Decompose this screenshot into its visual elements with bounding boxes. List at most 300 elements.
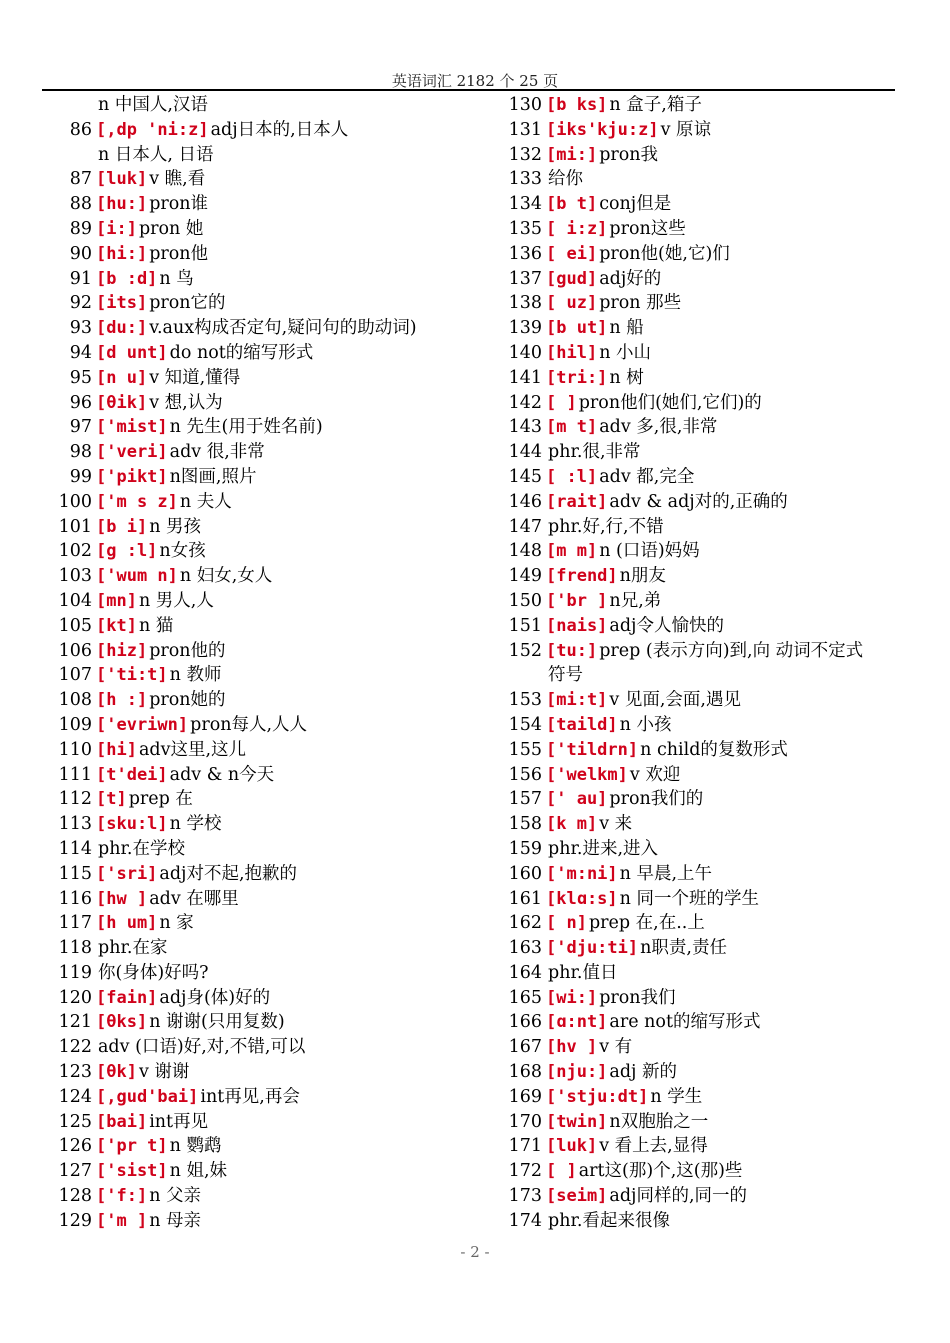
entry-phonetic: [t] (96, 789, 127, 810)
entry-phonetic: [ uz] (546, 293, 598, 314)
entry-number: 166 (508, 1012, 542, 1033)
entry-definition: n 小孩 (619, 714, 672, 735)
vocab-entry (492, 440, 912, 465)
entry-number: 117 (58, 913, 92, 934)
entry-number: 121 (58, 1012, 92, 1033)
entry-number: 130 (508, 95, 542, 115)
entry-phonetic: ['br ] (546, 590, 608, 611)
entry-definition: are not的缩写形式 (609, 1012, 761, 1033)
entry-definition: n 猫 (138, 615, 174, 636)
entry-phonetic: [wi:] (546, 987, 598, 1008)
vocab-entry (492, 490, 912, 515)
vocab-entry (42, 217, 492, 242)
entry-number: 146 (508, 491, 542, 512)
entry-number: 101 (58, 516, 92, 537)
entry-phonetic: [ɑ:nt] (546, 1012, 608, 1033)
entry-number: 161 (508, 888, 542, 909)
vocab-entry (492, 911, 912, 936)
vocab-entry (42, 341, 492, 366)
entry-definition: pron他(她,它)们 (599, 243, 730, 264)
vocab-entry (42, 440, 492, 465)
entry-number: 111 (58, 764, 92, 785)
entry-definition: v 来 (599, 814, 633, 835)
vocab-entry (42, 639, 492, 664)
entry-definition: pron每人,人人 (190, 714, 308, 735)
entry-number: 86 (69, 119, 92, 140)
entry-phonetic: [ n] (546, 913, 587, 934)
entry-definition: pron 那些 (599, 293, 682, 314)
vocab-entry (42, 1085, 492, 1110)
entry-number: 150 (508, 590, 542, 611)
entry-definition: phr.很,非常 (548, 442, 641, 463)
entry-definition: n图画,照片 (169, 466, 257, 487)
entry-phonetic: [i:] (96, 218, 137, 239)
entry-number: 107 (58, 665, 92, 686)
vocab-entry (492, 217, 912, 242)
vocab-entry (492, 614, 912, 639)
entry-definition: phr.看起来很像 (548, 1210, 670, 1231)
vocab-entry (42, 93, 492, 118)
entry-number: 124 (58, 1086, 92, 1107)
vocab-entry (42, 242, 492, 267)
entry-phonetic: ['welkm] (546, 764, 628, 785)
vocab-entry (492, 1209, 912, 1234)
entry-phonetic: [m t] (546, 417, 598, 438)
vocab-entry (42, 391, 492, 416)
entry-phonetic: ['wum n] (96, 566, 178, 587)
entry-number: 127 (58, 1161, 92, 1182)
entry-number: 136 (508, 243, 542, 264)
entry-phonetic: [nais] (546, 615, 608, 636)
entry-phonetic: ['stju:dt] (546, 1086, 649, 1107)
entry-phonetic: [tu:] (546, 640, 598, 661)
entry-phonetic: [luk] (96, 169, 148, 190)
vocab-entry (42, 986, 492, 1011)
entry-phonetic: ['pikt] (96, 466, 168, 487)
entry-number: 96 (69, 392, 92, 413)
entry-definition: 给你 (548, 169, 583, 190)
entry-definition: phr.好,行,不错 (548, 516, 664, 537)
vocab-entry (42, 1060, 492, 1085)
entry-number: 93 (69, 318, 92, 339)
entry-number: 135 (508, 218, 542, 239)
vocab-entry (492, 192, 912, 217)
entry-phonetic: [luk] (546, 1136, 598, 1157)
entry-phonetic: [t'dei] (96, 764, 168, 785)
entry-number: 99 (69, 466, 92, 487)
entry-number: 158 (508, 814, 542, 835)
entry-definition: n 家 (159, 913, 194, 934)
entry-definition: pron这些 (609, 218, 686, 239)
entry-phonetic: [hiz] (96, 640, 148, 661)
entry-number: 104 (58, 590, 92, 611)
entry-phonetic: ['f:] (96, 1186, 148, 1207)
entry-number: 134 (508, 194, 542, 215)
entry-definition: prep 在 (128, 789, 193, 810)
vocab-entry (42, 614, 492, 639)
entry-definition: n 夫人 (179, 491, 232, 512)
entry-number: 100 (58, 491, 92, 512)
entry-number: 149 (508, 566, 542, 587)
entry-phonetic: [g :l] (96, 541, 158, 562)
entry-number: 108 (58, 690, 92, 711)
entry-definition: n 教师 (169, 665, 222, 686)
vocab-entry (42, 1159, 492, 1184)
entry-phonetic: [ ] (546, 1161, 577, 1182)
entry-number: 141 (508, 367, 542, 388)
entry-definition: pron他的 (149, 640, 226, 661)
entry-definition: pron我们的 (609, 789, 704, 810)
entry-definition: n 母亲 (149, 1210, 202, 1231)
entry-phonetic: [hi] (96, 739, 137, 760)
entry-phonetic: [klɑ:s] (546, 888, 618, 909)
entry-definition: 你(身体)好吗? (98, 962, 209, 983)
entry-definition: n 鸟 (159, 268, 194, 289)
entry-definition: adj对不起,抱歉的 (159, 863, 298, 884)
entry-phonetic: [rait] (546, 491, 608, 512)
vocab-entry (42, 1010, 492, 1035)
entry-number: 157 (508, 789, 542, 810)
entry-definition: pron我们 (599, 987, 676, 1008)
entry-definition: conj但是 (599, 194, 672, 215)
entry-phonetic: ['ti:t] (96, 665, 168, 686)
vocab-entry (42, 564, 492, 589)
entry-phonetic: [hil] (546, 342, 598, 363)
entry-phonetic: [,gud'bai] (96, 1086, 199, 1107)
entry-definition: n 父亲 (149, 1186, 202, 1207)
entry-definition: 符号 (548, 665, 583, 686)
vocab-entry (42, 1035, 492, 1060)
entry-number: 137 (508, 268, 542, 289)
entry-number: 115 (58, 863, 92, 884)
vocab-entry (42, 961, 492, 986)
vocab-column-right (492, 93, 912, 1234)
entry-definition: n 男人,人 (138, 590, 214, 611)
vocab-entry (42, 515, 492, 540)
entry-definition: n 先生(用于姓名前) (169, 417, 323, 438)
vocab-entry (492, 787, 912, 812)
vocab-entry (42, 787, 492, 812)
vocab-column-left (42, 93, 492, 1234)
vocab-entry (42, 738, 492, 763)
vocab-entry (492, 862, 912, 887)
entry-number: 92 (69, 293, 92, 314)
entry-phonetic: [iks'kju:z] (546, 119, 659, 140)
entry-number: 90 (69, 243, 92, 264)
entry-number: 128 (58, 1186, 92, 1207)
entry-definition: pron她的 (149, 690, 226, 711)
entry-phonetic: [' au] (546, 789, 608, 810)
vocab-entry (492, 118, 912, 143)
entry-definition: n双胞胎之一 (609, 1111, 709, 1132)
entry-number: 129 (58, 1210, 92, 1231)
vocab-entry (42, 663, 492, 688)
entry-number: 94 (69, 342, 92, 363)
vocab-entry (42, 936, 492, 961)
entry-number: 109 (58, 714, 92, 735)
vocab-entry (492, 242, 912, 267)
entry-number: 138 (508, 293, 542, 314)
vocab-entry (492, 663, 912, 688)
vocab-entry (42, 490, 492, 515)
entry-number: 154 (508, 714, 542, 735)
page-header: 英语词汇 2182 个 25 页 (391, 72, 559, 90)
entry-definition: n 树 (609, 367, 644, 388)
vocab-entry (492, 143, 912, 168)
vocab-entry (492, 936, 912, 961)
entry-phonetic: [mi:t] (546, 690, 608, 711)
entry-definition: v 看上去,显得 (599, 1136, 708, 1157)
entry-phonetic: [b :d] (96, 268, 158, 289)
vocab-entry (492, 415, 912, 440)
vocab-entry (42, 837, 492, 862)
entry-definition: do not的缩写形式 (169, 342, 314, 363)
entry-phonetic: [θk] (96, 1062, 137, 1083)
entry-number: 122 (58, 1037, 92, 1058)
vocab-entry (492, 1184, 912, 1209)
vocab-entry (492, 1110, 912, 1135)
entry-definition: pron 她 (138, 218, 204, 239)
entry-definition: phr.进来,进入 (548, 838, 659, 859)
entry-number: 153 (508, 690, 542, 711)
entry-phonetic: [θks] (96, 1012, 148, 1033)
entry-number: 125 (58, 1111, 92, 1132)
vocab-entry (492, 316, 912, 341)
vocab-entry (42, 316, 492, 341)
vocab-entry (42, 589, 492, 614)
entry-phonetic: [sku:l] (96, 814, 168, 835)
entry-definition: pron他们(她们,它们)的 (578, 392, 762, 413)
entry-number: 171 (508, 1136, 542, 1157)
entry-number: 116 (58, 888, 92, 909)
entry-number: 173 (508, 1186, 542, 1207)
entry-number: 87 (69, 169, 92, 190)
entry-number: 164 (508, 962, 542, 983)
entry-definition: adj好的 (599, 268, 662, 289)
entry-phonetic: [m m] (546, 541, 598, 562)
vocab-entry (42, 887, 492, 912)
entry-definition: n 同一个班的学生 (619, 888, 759, 909)
entry-number: 98 (69, 442, 92, 463)
entry-definition: int再见 (149, 1111, 209, 1132)
vocab-entry (492, 1134, 912, 1159)
entry-definition: adv & n今天 (169, 764, 275, 785)
vocab-entry (492, 1060, 912, 1085)
vocab-entry (492, 1010, 912, 1035)
vocab-entry (492, 341, 912, 366)
entry-phonetic: [bai] (96, 1111, 148, 1132)
entry-phonetic: [hu:] (96, 194, 148, 215)
vocab-entry (492, 961, 912, 986)
entry-definition: adv这里,这儿 (138, 739, 247, 760)
entry-number: 148 (508, 541, 542, 562)
entry-phonetic: [twin] (546, 1111, 608, 1132)
entry-number: 143 (508, 417, 542, 438)
entry-number: 160 (508, 863, 542, 884)
vocab-entry (492, 1035, 912, 1060)
entry-definition: n 学校 (169, 814, 222, 835)
entry-phonetic: [gud] (546, 268, 598, 289)
entry-definition: adv 在哪里 (149, 888, 239, 909)
vocab-entry (42, 713, 492, 738)
entry-number: 159 (508, 838, 542, 859)
entry-phonetic: [mn] (96, 590, 137, 611)
page-number: - 2 - (460, 1243, 490, 1261)
entry-phonetic: [seim] (546, 1186, 608, 1207)
vocab-entry (492, 391, 912, 416)
entry-definition: n朋友 (619, 566, 666, 587)
vocab-entry (492, 465, 912, 490)
entry-number: 120 (58, 987, 92, 1008)
entry-definition: v 谢谢 (138, 1062, 190, 1083)
entry-number: 151 (508, 615, 542, 636)
vocab-entry (42, 812, 492, 837)
entry-definition: n 早晨,上午 (619, 863, 713, 884)
entry-phonetic: ['m ] (96, 1210, 148, 1231)
entry-definition: v 有 (599, 1037, 633, 1058)
entry-phonetic: [d unt] (96, 342, 168, 363)
entry-phonetic: [θik] (96, 392, 148, 413)
entry-definition: adv 很,非常 (169, 442, 265, 463)
entry-number: 118 (58, 938, 92, 959)
entry-phonetic: ['sist] (96, 1161, 168, 1182)
entry-definition: n 姐,妹 (169, 1161, 228, 1182)
vocab-entry (492, 539, 912, 564)
entry-number: 88 (69, 194, 92, 215)
entry-definition: n 日本人, 日语 (98, 144, 214, 165)
entry-phonetic: [fain] (96, 987, 158, 1008)
entry-definition: pron我 (599, 144, 659, 165)
entry-number: 105 (58, 615, 92, 636)
entry-phonetic: [kt] (96, 615, 137, 636)
entry-number: 132 (508, 144, 542, 165)
entry-definition: pron谁 (149, 194, 209, 215)
entry-number: 144 (508, 442, 542, 463)
entry-definition: n女孩 (159, 541, 206, 562)
entry-number: 95 (69, 367, 92, 388)
entry-definition: adv 都,完全 (599, 466, 695, 487)
entry-number: 147 (508, 516, 542, 537)
entry-number: 103 (58, 566, 92, 587)
entry-definition: art这(那)个,这(那)些 (578, 1161, 743, 1182)
vocab-entry (42, 862, 492, 887)
entry-phonetic: [ ei] (546, 243, 598, 264)
entry-definition: v 见面,会面,遇见 (609, 690, 741, 711)
entry-definition: adj身(体)好的 (159, 987, 271, 1008)
entry-definition: adv (口语)好,对,不错,可以 (98, 1037, 306, 1058)
entry-number: 89 (69, 218, 92, 239)
entry-number: 142 (508, 392, 542, 413)
entry-definition: phr.在家 (98, 938, 168, 959)
entry-number: 156 (508, 764, 542, 785)
vocab-entry (42, 366, 492, 391)
vocab-entry (492, 887, 912, 912)
entry-definition: pron它的 (149, 293, 226, 314)
entry-definition: int再见,再会 (200, 1086, 300, 1107)
entry-number: 169 (508, 1086, 542, 1107)
entry-number: 119 (58, 962, 92, 983)
vocab-entry (492, 639, 912, 664)
entry-number: 114 (58, 838, 92, 859)
entry-phonetic: [hv ] (546, 1037, 598, 1058)
vocab-entry (42, 911, 492, 936)
entry-definition: v 知道,懂得 (149, 367, 241, 388)
entry-phonetic: [mi:] (546, 144, 598, 165)
entry-phonetic: [b t] (546, 194, 598, 215)
header-rule (42, 89, 895, 91)
vocab-entry (492, 291, 912, 316)
entry-number: 165 (508, 987, 542, 1008)
entry-number: 145 (508, 466, 542, 487)
entry-definition: adj令人愉快的 (609, 615, 724, 636)
entry-phonetic: [its] (96, 293, 148, 314)
entry-number: 133 (508, 169, 542, 190)
entry-phonetic: [b ks] (546, 95, 608, 115)
vocab-entry (42, 1209, 492, 1234)
vocab-entry (42, 1184, 492, 1209)
entry-phonetic: [,dp 'ni:z] (96, 119, 209, 140)
entry-phonetic: [h um] (96, 913, 158, 934)
entry-phonetic: [k m] (546, 814, 598, 835)
entry-number: 106 (58, 640, 92, 661)
entry-number: 102 (58, 541, 92, 562)
entry-definition: n (口语)妈妈 (599, 541, 700, 562)
vocab-entry (492, 167, 912, 192)
entry-definition: n 学生 (650, 1086, 703, 1107)
entry-phonetic: ['sri] (96, 863, 158, 884)
vocab-entry (492, 1159, 912, 1184)
vocab-entry (42, 415, 492, 440)
entry-number: 167 (508, 1037, 542, 1058)
entry-definition: adj 新的 (609, 1062, 678, 1083)
vocab-entry (42, 465, 492, 490)
entry-phonetic: ['evriwn] (96, 714, 189, 735)
vocab-entry (42, 1134, 492, 1159)
entry-definition: prep 在,在..上 (588, 913, 705, 934)
entry-definition: n 妇女,女人 (179, 566, 273, 587)
vocab-entry (492, 738, 912, 763)
entry-number: 110 (58, 739, 92, 760)
entry-number: 123 (58, 1062, 92, 1083)
entry-phonetic: [taild] (546, 714, 618, 735)
vocab-entry (492, 515, 912, 540)
entry-number: 163 (508, 938, 542, 959)
vocab-entry (492, 1085, 912, 1110)
entry-phonetic: [hw ] (96, 888, 148, 909)
entry-definition: n 鹦鹉 (169, 1136, 222, 1157)
entry-definition: v 想,认为 (149, 392, 223, 413)
vocab-entry (492, 688, 912, 713)
entry-number: 172 (508, 1161, 542, 1182)
entry-definition: adv 多,很,非常 (599, 417, 718, 438)
entry-definition: n 中国人,汉语 (98, 95, 208, 115)
vocab-entry (492, 812, 912, 837)
entry-phonetic: ['m:ni] (546, 863, 618, 884)
entry-number: 162 (508, 913, 542, 934)
vocab-entry (42, 1110, 492, 1135)
entry-phonetic: ['dju:ti] (546, 938, 639, 959)
vocab-entry (42, 763, 492, 788)
vocab-entry (492, 93, 912, 118)
vocab-entry (492, 267, 912, 292)
entry-phonetic: ['pr t] (96, 1136, 168, 1157)
entry-phonetic: [h :] (96, 690, 148, 711)
vocab-entry (492, 837, 912, 862)
entry-number: 112 (58, 789, 92, 810)
entry-definition: phr.在学校 (98, 838, 185, 859)
entry-number: 131 (508, 119, 542, 140)
vocab-entry (492, 366, 912, 391)
